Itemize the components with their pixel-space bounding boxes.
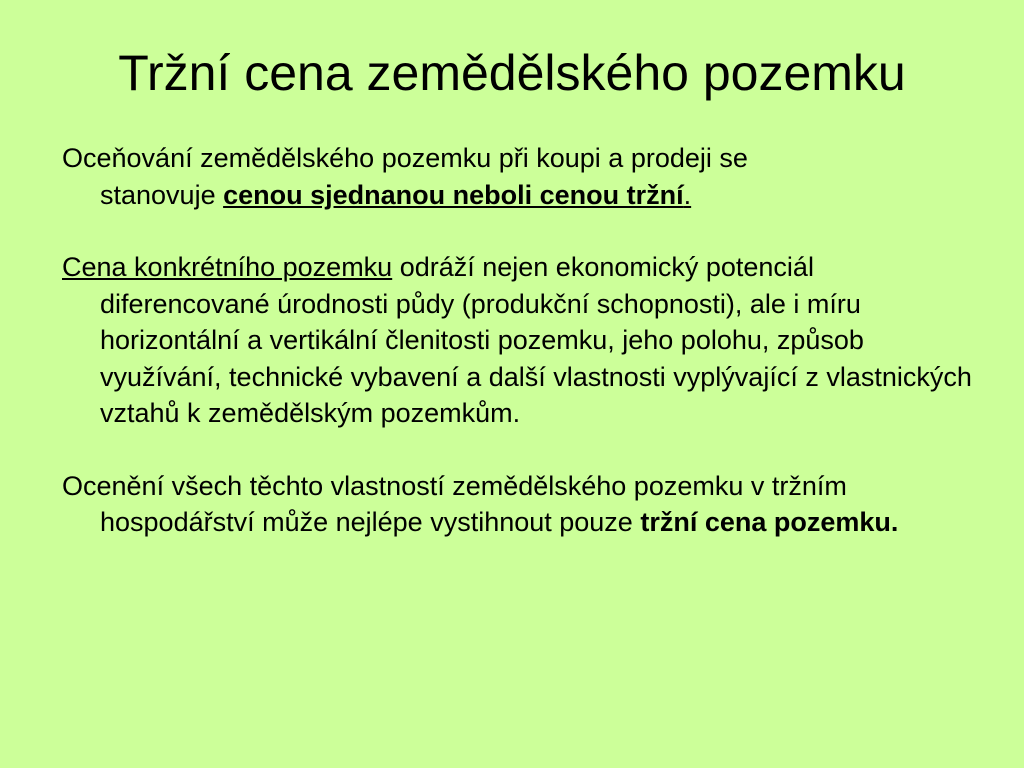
slide-body: [62, 140, 982, 541]
paragraph-market-price-text: Ocenění všech těchto vlastností zemědělského pozemku v tržním hospodářství může nejlépe vystihnout pouze: [62, 470, 847, 537]
land-price-term: Cena konkrétního pozemku: [62, 252, 393, 282]
paragraph-market-price: [62, 468, 982, 541]
paragraph-valuation-line1: Oceňování zemědělského pozemku při koupi a prodeji se: [62, 143, 748, 173]
paragraph-land-price: [62, 249, 982, 432]
paragraph-land-price-text: odráží nejen ekonomický potenciál diferencované úrodnosti půdy (produkční schopnosti), ale i míru horizontální a vertikální členitosti pozemku, jeho polohu, způsob využívání, technické vybavení a další vlastnosti vyplývající z vlastnických vztahů k zemědělským pozemkům.: [100, 252, 972, 428]
paragraph-valuation-period: .: [683, 179, 692, 210]
paragraph-valuation-lead: stanovuje: [100, 179, 224, 210]
slide-title: Tržní cena zemědělského pozemku: [118, 45, 906, 101]
paragraph-valuation: [62, 140, 982, 213]
negotiated-price-emphasis: cenou sjednanou neboli cenou tržní: [223, 179, 684, 210]
market-price-emphasis: tržní cena pozemku.: [640, 507, 899, 537]
